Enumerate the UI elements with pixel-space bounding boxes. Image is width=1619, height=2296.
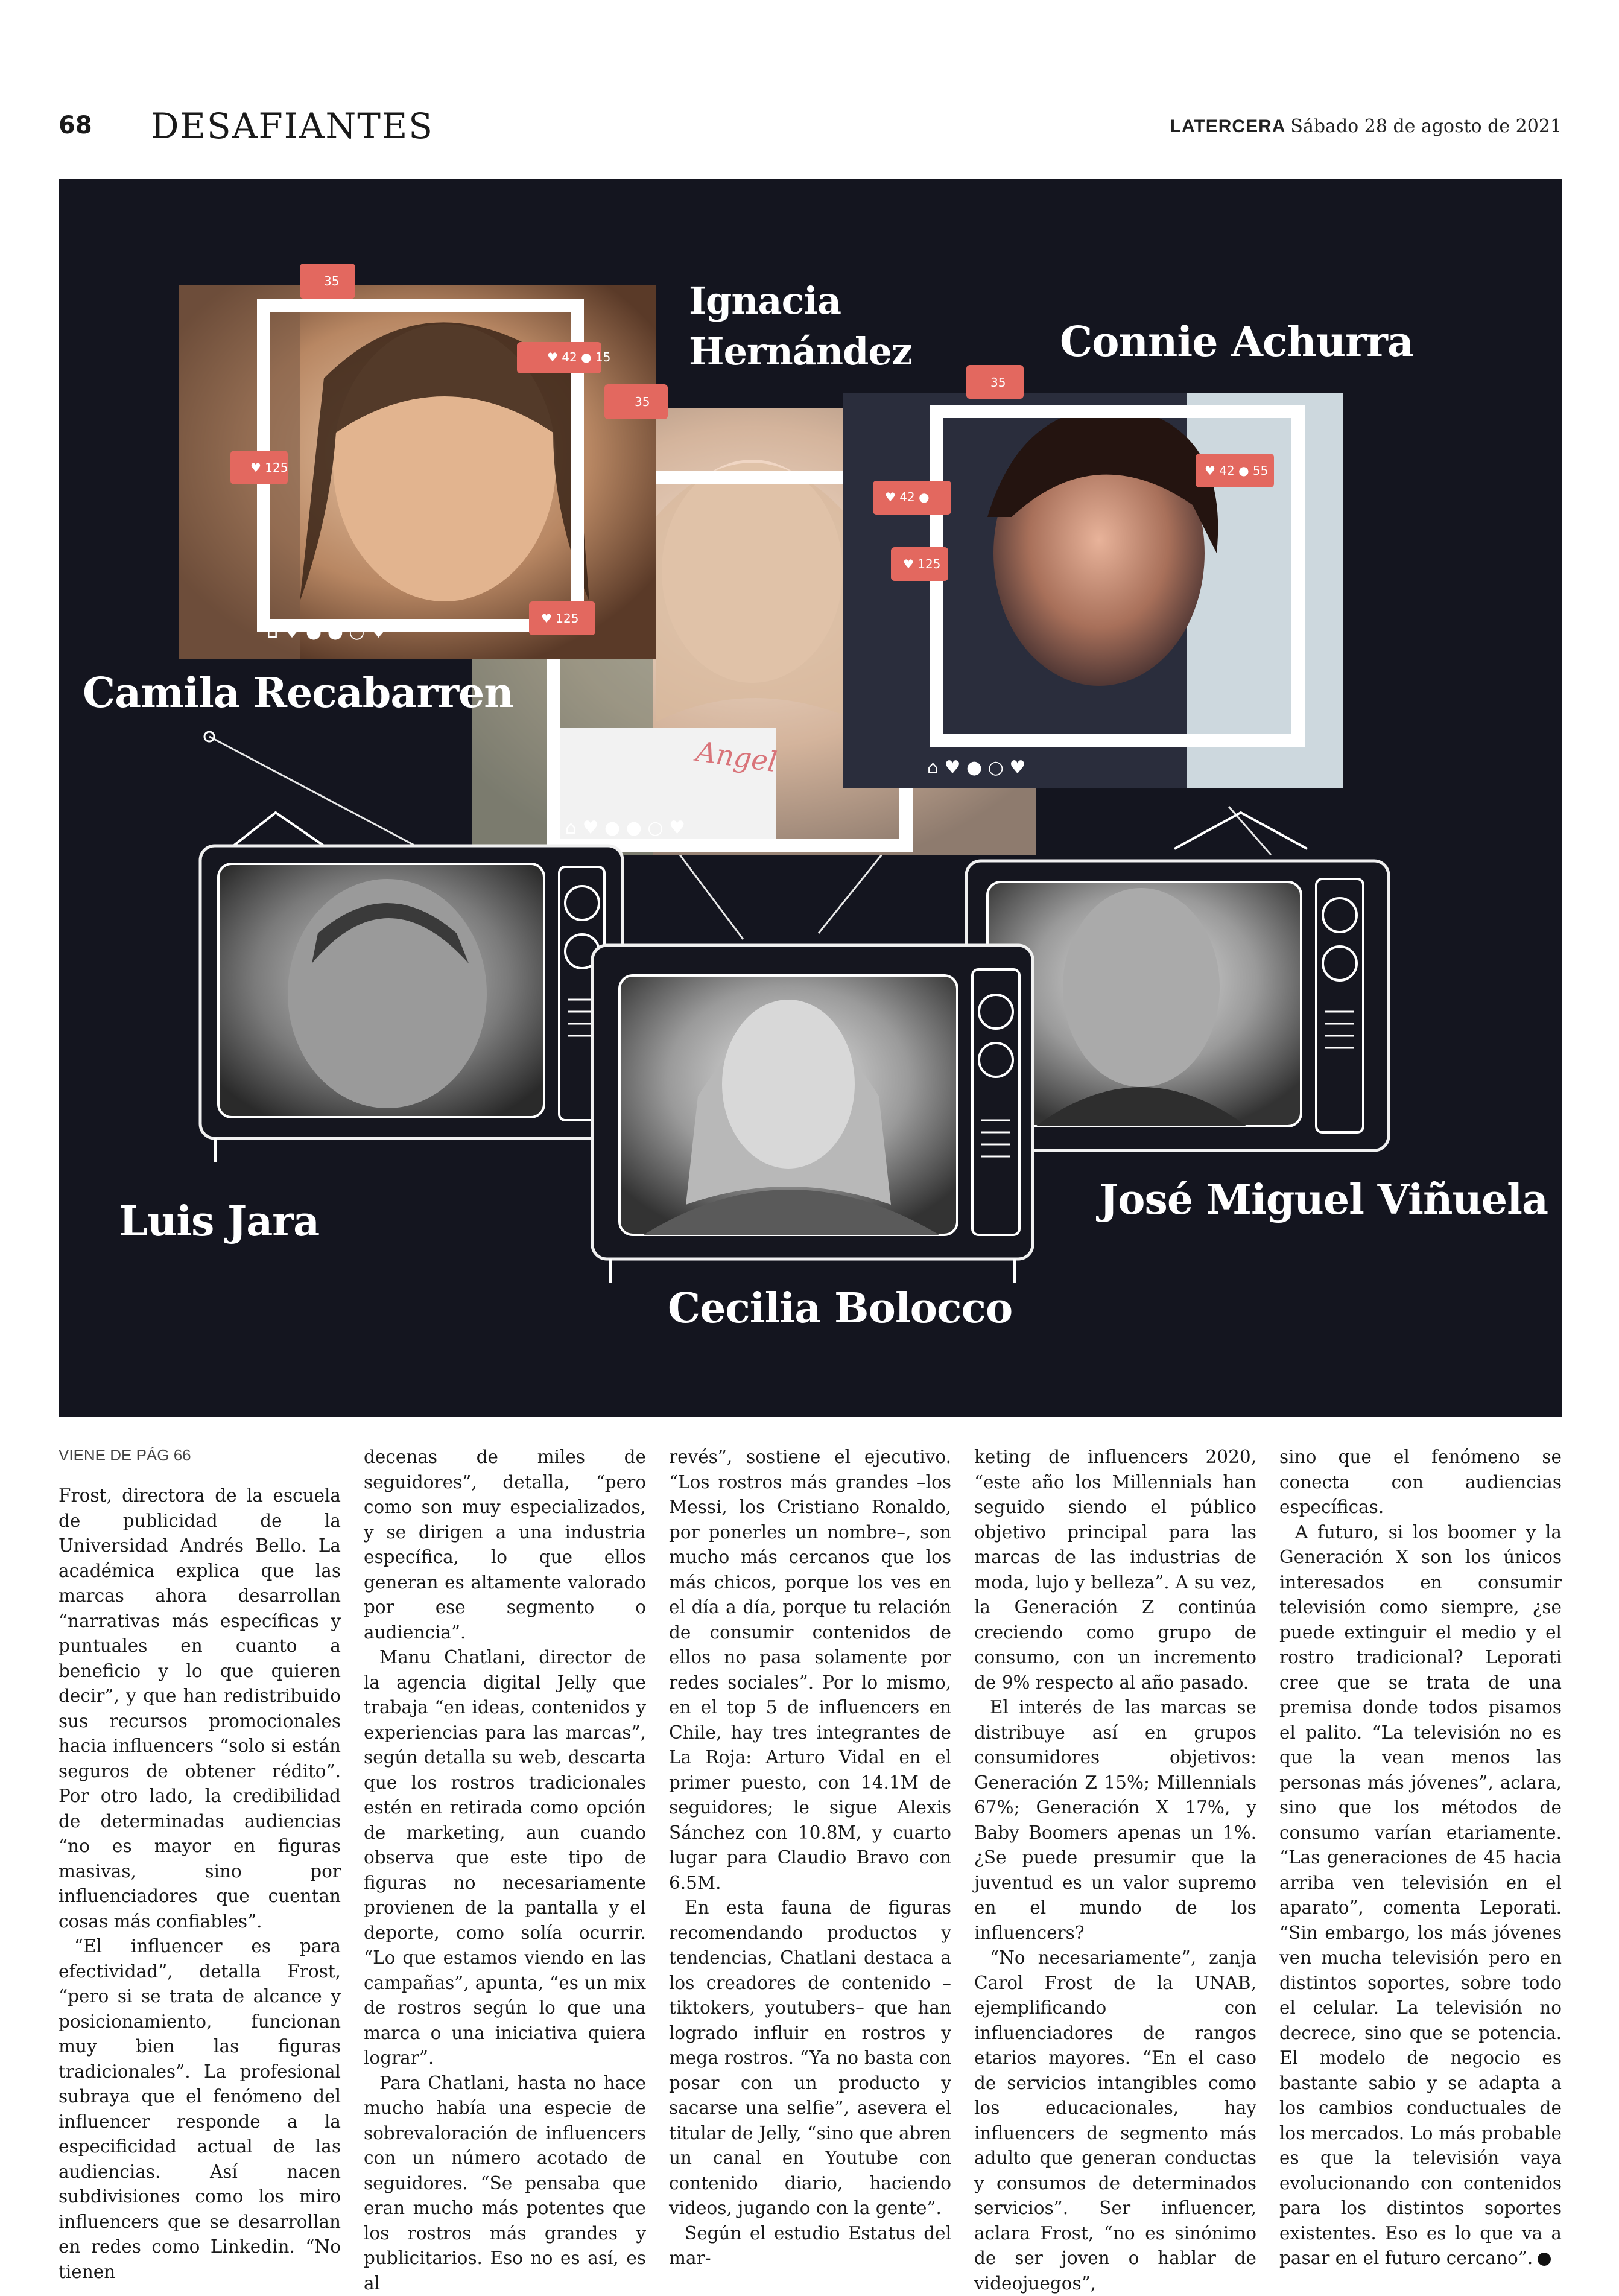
svg-text:⌂ ♥ ● ● ○ ♥: ⌂ ♥ ● ● ○ ♥ bbox=[565, 817, 685, 839]
paragraph: En esta fauna de figuras recomendando productos y tendencias, Chatlani destaca a los creadores de contenido –tiktokers, youtubers– que han logrado influir en rostros y mega rostros. “Ya no basta con posar con un producto y sacarse una selfie”, asevera el titular de Jelly, “sino que abren un canal en Youtube con contenido diario, haciendo videos, jugando con la gente”. bbox=[669, 1895, 951, 2221]
tv-luis-jara bbox=[200, 813, 623, 1162]
end-mark-icon bbox=[1538, 2253, 1551, 2266]
column-2 bbox=[364, 1445, 646, 2296]
paragraph: A futuro, si los boomer y la Generación X son los únicos interesados en consumir televisión como siempre, ¿se puede extinguir el medio y el rostro tradicional? Leporati cree que se trata de una premisa donde todos pisamos el palito. “La televisión no es que la vean menos las personas más jóvenes”, aclara, sino que los métodos de consumo varían etariamente. “Las generaciones de 45 hacia arriba ven televisión en el aparato”, comenta Leporati. “Sin embargo, los más jóvenes ven mucha televisión pero en distintos soportes, sobre todo el celular. La televisión no decrece, sino que se potencia. El modelo de negocio es bastante sabio y se adapta a los cambios conductuales de los mercados. Lo más probable es que la televisión vaya evolucionando con contenidos para los distintos soportes existentes. Eso es lo que va a pasar en el futuro cercano”. bbox=[1279, 1520, 1562, 2271]
paragraph: sino que el fenómeno se conecta con audiencias específicas. bbox=[1279, 1445, 1562, 1520]
paragraph: “No necesariamente”, zanja Carol Frost de la UNAB, ejemplificando con influenciadores de rangos etarios mayores. “En el caso de servicios intangibles como los educacionales, hay influencers de segmento más adulto que generan conductas y consumos de determinados servicios”. Ser influencer, aclara Frost, “no es sinónimo de ser joven o hablar de videojuegos”, bbox=[974, 1946, 1256, 2296]
column-3 bbox=[669, 1445, 951, 2271]
article-body bbox=[59, 1445, 1562, 2205]
feature-illustration bbox=[59, 179, 1562, 1417]
svg-text:35: 35 bbox=[635, 395, 650, 409]
name-ignacia: Ignacia Hernández bbox=[689, 276, 912, 377]
svg-text:35: 35 bbox=[990, 375, 1006, 390]
masthead bbox=[1170, 116, 1562, 137]
svg-text:Angel: Angel bbox=[692, 735, 779, 779]
svg-text:♥ 125: ♥ 125 bbox=[250, 460, 288, 475]
paragraph: decenas de miles de seguidores”, detalla, “pero como son muy especializados, y se dirigen a una industria específica, lo que ellos generan es altamente valorado por ese segmento o audiencia”. bbox=[364, 1445, 646, 1645]
svg-text:⌂ ♥ ● ● ○ ♥: ⌂ ♥ ● ● ○ ♥ bbox=[267, 621, 387, 642]
name-jose-miguel: José Miguel Viñuela bbox=[1099, 1176, 1548, 1224]
paragraph: Frost, directora de la escuela de publicidad de la Universidad Andrés Bello. La académica explica que las marcas ahora desarrollan “narrativas más específicas y puntuales en cuanto a beneficio y lo que quieren decir”, y que han redistribuido sus recursos promocionales hacia influencers “solo si están seguros de obtener rédito”. Por otro lado, la credibilidad de determinadas audiencias “no es mayor en figuras masivas, sino por influenciadores que cuentan cosas más confiables”. bbox=[59, 1483, 341, 1934]
page-header bbox=[0, 0, 1619, 175]
newspaper-brand: LATERCERA bbox=[1170, 116, 1286, 136]
name-cecilia: Cecilia Bolocco bbox=[668, 1284, 1012, 1333]
name-connie: Connie Achurra bbox=[1060, 318, 1413, 366]
svg-text:⌂ ♥ ● ○ ♥: ⌂ ♥ ● ○ ♥ bbox=[927, 757, 1025, 778]
page-number: 68 bbox=[59, 112, 92, 139]
svg-text:♥ 42 ● 55: ♥ 42 ● 55 bbox=[1205, 463, 1268, 478]
svg-text:♥ 42 ● 15: ♥ 42 ● 15 bbox=[547, 350, 610, 364]
name-luis: Luis Jara bbox=[119, 1197, 319, 1246]
paragraph: “El influencer es para efectividad”, detalla Frost, “pero si se trata de alcance y posicionamiento, funcionan muy bien las figuras tradicionales”. La profesional subraya que el fenómeno del influencer responde a la especificidad actual de las audiencias. Así nacen subdivisiones como los miro influencers que se desarrollan en redes como Linkedin. “No tienen bbox=[59, 1934, 341, 2285]
svg-text:♥ 125: ♥ 125 bbox=[903, 557, 940, 571]
paragraph: keting de influencers 2020, “este año los Millennials han seguido siendo el público objetivo principal para las marcas de las industrias de moda, lujo y belleza”. A su vez, la Generación Z continúa creciendo como grupo de consumo, con un incremento de 9% respecto al año pasado. bbox=[974, 1445, 1256, 1695]
tv-cecilia-bolocco bbox=[592, 945, 1033, 1283]
badge-35-a: 35 bbox=[324, 274, 339, 288]
column-1 bbox=[59, 1445, 341, 2285]
paragraph: revés”, sostiene el ejecutivo. “Los rostros más grandes –los Messi, los Cristiano Ronaldo, por ponerles un nombre–, son mucho más cercanos que los más chicos, porque los ves en el día a día, porque tu relación de consumir contenidos de ellos no pasa solamente por redes sociales”. Por lo mismo, en el top 5 de influencers en Chile, hay tres integrantes de La Roja: Arturo Vidal en el primer puesto, con 14.1M de seguidores; le sigue Alexis Sánchez con 10.8M, y cuarto lugar para Claudio Bravo con 6.5M. bbox=[669, 1445, 951, 1895]
issue-date: Sábado 28 de agosto de 2021 bbox=[1290, 116, 1562, 137]
paragraph: Para Chatlani, hasta no hace mucho había una especie de sobrevaloración de influencers con un número acotado de seguidores. “Se pensaba que eran mucho más potentes que los rostros más grandes y publicitarios. Eso no es así, es al bbox=[364, 2071, 646, 2296]
svg-text:♥ 42 ●: ♥ 42 ● bbox=[885, 490, 930, 504]
svg-text:♥ 125: ♥ 125 bbox=[541, 611, 578, 626]
continued-from: VIENE DE PÁG 66 bbox=[59, 1445, 341, 1465]
photo-connie bbox=[843, 393, 1343, 788]
name-camila: Camila Recabarren bbox=[83, 669, 513, 717]
column-5 bbox=[1279, 1445, 1562, 2271]
paragraph: Manu Chatlani, director de la agencia digital Jelly que trabaja “en ideas, contenidos y experiencias para las marcas”, según detalla su web, descarta que los rostros tradicionales estén en retirada como opción de marketing, aun cuando observa que este tipo de figuras no necesariamente provienen de la pantalla y el deporte, como solía ocurrir. “Lo que estamos viendo en las campañas”, apunta, “es un mix de rostros según lo que una marca o una iniciativa quiera lograr”. bbox=[364, 1645, 646, 2071]
section-title: DESAFIANTES bbox=[151, 106, 434, 147]
column-4 bbox=[974, 1445, 1256, 2296]
paragraph: Según el estudio Estatus del mar- bbox=[669, 2221, 951, 2271]
paragraph: El interés de las marcas se distribuye así en grupos consumidores objetivos: Generación Z 15%; Millennials 67%; Generación X 17%, y Baby Boomers apenas un 1%. ¿Se puede presumir que la juventud es un valor supremo en el mundo de los influencers? bbox=[974, 1695, 1256, 1946]
